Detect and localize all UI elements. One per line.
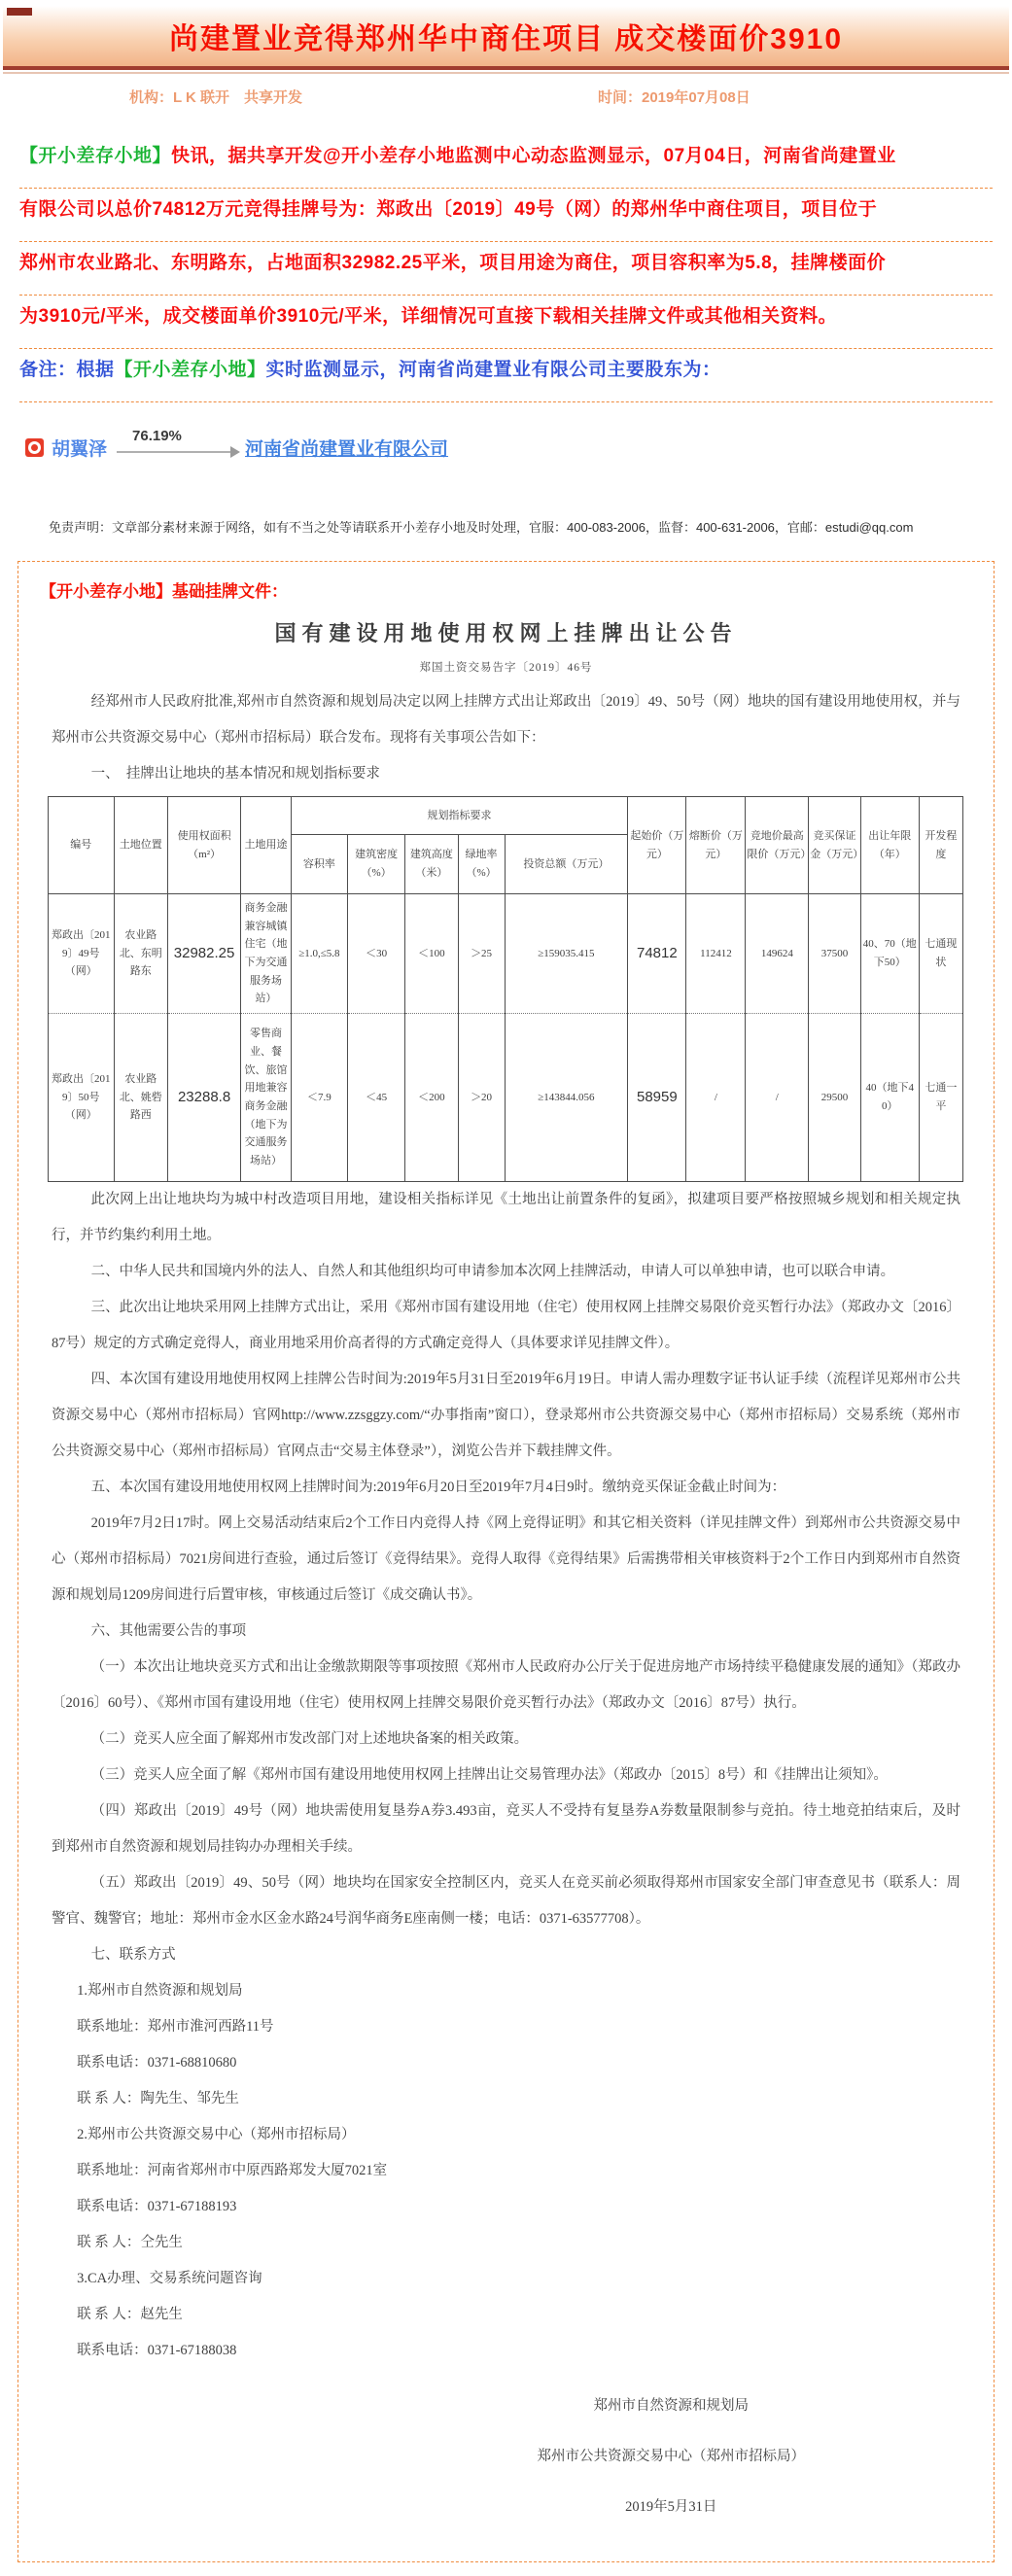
signature-line: 2019年5月31日 [625,2499,717,2515]
signature-block [538,2381,806,2532]
table-cell: 149624 [746,894,809,1014]
header-rule [3,72,1009,74]
doc-paragraph: 联 系 人：仝先生 [77,2235,183,2250]
doc-paragraph: 联 系 人：陶先生、邹先生 [77,2091,239,2106]
table-header-cell: 开发程度 [919,797,962,894]
table-header-cell: 投资总额（万元） [505,835,628,894]
doc-paragraph: 五、本次国有建设用地使用权网上挂牌时间为:2019年6月20日至2019年7月4日9时。缴纳竞买保证金截止时间为： [90,1479,786,1495]
shareholder-name-link[interactable]: 胡翼泽 [52,438,108,460]
shareholder-diagram [25,430,1012,465]
doc-paragraph: （五）郑政出〔2019〕49、50号（网）地块均在国家安全控制区内，竞买人在竞买前必须取得郑州市国家安全部门审查意见书（联系人：周警官、魏警官；地址：郑州市金水区金水路24号润华商务E座南侧一楼；电话：0371-63577708）。 [52,1875,960,1927]
article-segment: 有限公司以总价74812万元竞得挂牌号为：郑政出〔2019〕49号（网）的郑州华中商住项目，项目位于 [19,199,878,220]
table-cell: 七通一平 [919,1014,962,1182]
table-header-cell: 建筑密度（%） [348,835,405,894]
doc-paragraph: 联系电话：0371-68810680 [77,2055,237,2071]
article-segment: 实时监测显示，河南省尚建置业有限公司主要股东为： [265,360,721,380]
table-header-cell: 土地用途 [241,797,292,894]
table-cell: ≥159035.415 [505,894,628,1014]
table-header-cell: 容积率 [291,835,347,894]
table-group-header: 规划指标要求 [291,797,628,835]
time-meta: 时间：2019年07月08日 [598,89,750,106]
table-header-cell: 土地位置 [114,797,167,894]
table-header-cell: 编号 [49,797,115,894]
doc-paragraph: 2019年7月2日17时。网上交易活动结束后2个工作日内竞得人持《网上竞得证明》和其它相关资料（详见挂牌文件）到郑州市公共资源交易中心（郑州市招标局）7021房间进行查验，通过后签订《竞得结果》。竞得人取得《竞得结果》后需携带相关审核资料于2个工作日内到郑州市自然资源和规划局1209房间进行后置审核，审核通过后签订《成交确认书》。 [52,1515,960,1603]
company-name-link[interactable]: 河南省尚建置业有限公司 [245,438,449,460]
table-cell: ＜200 [405,1014,458,1182]
table-cell: / [686,1014,746,1182]
table-header-cell: 竞地价最高限价（万元） [746,797,809,894]
land-listing-table [48,796,963,1182]
doc-paragraph: 联系地址：郑州市淮河西路11号 [77,2019,274,2035]
page-title: 尚建置业竞得郑州华中商住项目 成交楼面价3910 [168,23,844,55]
table-cell: 零售商业、餐饮、旅馆用地兼容商务金融（地下为交通服务场站） [241,1014,292,1182]
article-line [19,242,993,296]
table-cell: 农业路北、姚砦路西 [114,1014,167,1182]
table-cell: 23288.8 [168,1014,241,1182]
article-line [19,135,993,189]
doc-paragraph: 七、联系方式 [90,1947,176,1963]
article-line [19,349,993,402]
disclaimer-text: 免责声明：文章部分素材来源于网络，如有不当之处等请联系开小差存小地及时处理，官服：400-083-2006，监督：400-631-2006，官邮：estudi@qq.com [49,520,914,535]
meta-row [0,87,1012,110]
table-header-cell: 使用权面积（m²） [168,797,241,894]
article-body [19,135,993,402]
article-segment: 备注：根据 [19,360,115,380]
table-cell: 58959 [628,1014,686,1182]
table-cell: ＜30 [348,894,405,1014]
table-cell: ＜45 [348,1014,405,1182]
company-logo-icon [25,438,44,457]
article-segment: 为3910元/平米，成交楼面单价3910元/平米，详细情况可直接下载相关挂牌文件或其他相关资料。 [19,306,838,327]
doc-paragraph: 联系电话：0371-67188193 [77,2199,237,2214]
doc-paragraph: 此次网上出让地块均为城中村改造项目用地，建设相关指标详见《土地出让前置条件的复函》，拟建项目要严格按照城乡规划和相关规定执行，并节约集约利用土地。 [52,1192,960,1243]
table-cell: 74812 [628,894,686,1014]
corner-decoration [7,8,32,16]
doc-paragraphs [34,1182,978,2369]
listing-document-box [17,561,995,2562]
table-header-cell: 建筑高度（米） [405,835,458,894]
table-header-cell: 竞买保证金（万元） [809,797,861,894]
signature-line: 郑州市公共资源交易中心（郑州市招标局） [537,2449,805,2464]
table-cell: / [746,1014,809,1182]
table-cell: 29500 [809,1014,861,1182]
doc-title: 国有建设用地使用权网上挂牌出让公告 [274,621,738,645]
doc-paragraph: （三）竞买人应全面了解《郑州市国有建设用地使用权网上挂牌出让交易管理办法》（郑政办〔2015〕8号）和《挂牌出让须知》。 [90,1767,888,1783]
doc-paragraph: 联系电话：0371-67188038 [77,2343,237,2358]
table-header-cell: 出让年限（年） [860,797,919,894]
doc-paragraph: 六、其他需要公告的事项 [90,1623,247,1639]
table-cell: 32982.25 [168,894,241,1014]
doc-section1-heading: 一、 挂牌出让地块的基本情况和规划指标要求 [90,766,380,782]
doc-paragraph: 三、此次出让地块采用网上挂牌方式出让，采用《郑州市国有建设用地（住宅）使用权网上挂牌交易限价竞买暂行办法》（郑政办文〔2016〕87号）规定的方式确定竞得人，商业用地采用价高者得的方式确定竞得人（具体要求详见挂牌文件）。 [52,1300,960,1351]
table-cell: ＜7.9 [291,1014,347,1182]
page-header [3,6,1009,70]
ownership-arrow [117,428,231,453]
table-cell: ＜100 [405,894,458,1014]
agency-meta: 机构：L K 联开 共享开发 [129,89,303,106]
doc-intro: 经郑州市人民政府批准,郑州市自然资源和规划局决定以网上挂牌方式出让郑政出〔2019〕49、50号（网）地块的国有建设用地使用权，并与郑州市公共资源交易中心（郑州市招标局）联合发布。现将有关事项公告如下： [52,694,960,746]
doc-paragraph: （一）本次出让地块竞买方式和出让金缴款期限等事项按照《郑州市人民政府办公厅关于促进房地产市场持续平稳健康发展的通知》（郑政办〔2016〕60号）、《郑州市国有建设用地（住宅）使用权网上挂牌交易限价竞买暂行办法》（郑政办文〔2016〕87号）执行。 [52,1659,960,1711]
doc-paragraph: （二）竞买人应全面了解郑州市发改部门对上述地块备案的相关政策。 [90,1731,529,1747]
article-segment: 【开小差存小地】 [19,146,172,166]
doc-paragraph: 二、中华人民共和国境内外的法人、自然人和其他组织均可申请参加本次网上挂牌活动，申请人可以单独申请，也可以联合申请。 [90,1264,895,1279]
table-header-cell: 绿地率（%） [458,835,505,894]
doc-paragraph: 四、本次国有建设用地使用权网上挂牌公告时间为:2019年5月31日至2019年6月19日。申请人需办理数字证书认证手续（流程详见郑州市公共资源交易中心（郑州市招标局）官网http://www.zzsggzy.com/“办事指南”窗口），登录郑州市公共资源交易中心（郑州市招标局）交易系统（郑州市公共资源交易中心（郑州市招标局）官网点击“交易主体登录”），浏览公告并下载挂牌文件。 [52,1372,960,1459]
doc-paragraph: 联系地址：河南省郑州市中原西路郑发大厦7021室 [77,2163,388,2178]
article-line [19,296,993,349]
doc-paragraph: 1.郑州市自然资源和规划局 [77,1983,243,1999]
doc-paragraph: 3.CA办理、交易系统问题咨询 [77,2271,262,2286]
table-cell: 郑政出〔2019〕50号（网） [49,1014,115,1182]
table-header-cell: 起始价（万元） [628,797,686,894]
table-cell: ＞25 [458,894,505,1014]
table-cell: 112412 [686,894,746,1014]
article-segment: 郑州市农业路北、东明路东，占地面积32982.25平米，项目用途为商住，项目容积率为5.8，挂牌楼面价 [19,253,887,273]
signature-line: 郑州市自然资源和规划局 [593,2398,749,2414]
table-cell: ≥1.0,≤5.8 [291,894,347,1014]
table-cell: 七通现状 [919,894,962,1014]
table-cell: 商务金融兼容城镇住宅（地下为交通服务场站） [241,894,292,1014]
doc-number: 郑国土资交易告字〔2019〕46号 [419,662,593,674]
doc-paragraph: 联 系 人：赵先生 [77,2307,183,2322]
article-segment: 快讯，据共享开发@开小差存小地监测中心动态监测显示，07月04日，河南省尚建置业 [171,146,896,166]
table-cell: 郑政出〔2019〕49号（网） [49,894,115,1014]
doc-paragraph: 2.郑州市公共资源交易中心（郑州市招标局） [77,2127,356,2142]
table-row [49,894,963,1014]
land-table-wrap [48,796,968,1182]
table-cell: ＞20 [458,1014,505,1182]
table-cell: 40（地下40） [860,1014,919,1182]
table-row [49,1014,963,1182]
article-segment: 【开小差存小地】 [114,360,266,380]
table-cell: ≥143844.056 [505,1014,628,1182]
doc-box-label: 【开小差存小地】基础挂牌文件： [40,582,288,601]
article-line [19,189,993,242]
table-cell: 37500 [809,894,861,1014]
doc-paragraph: （四）郑政出〔2019〕49号（网）地块需使用复垦券A券3.493亩，竞买人不受持有复垦券A券数量限制参与竞拍。待土地竞拍结束后，及时到郑州市自然资源和规划局挂钩办办理相关手续。 [52,1803,960,1855]
table-header-cell: 熔断价（万元） [686,797,746,894]
table-cell: 40、70（地下50） [860,894,919,1014]
table-cell: 农业路北、东明路东 [114,894,167,1014]
ownership-percent: 76.19% [132,428,182,444]
